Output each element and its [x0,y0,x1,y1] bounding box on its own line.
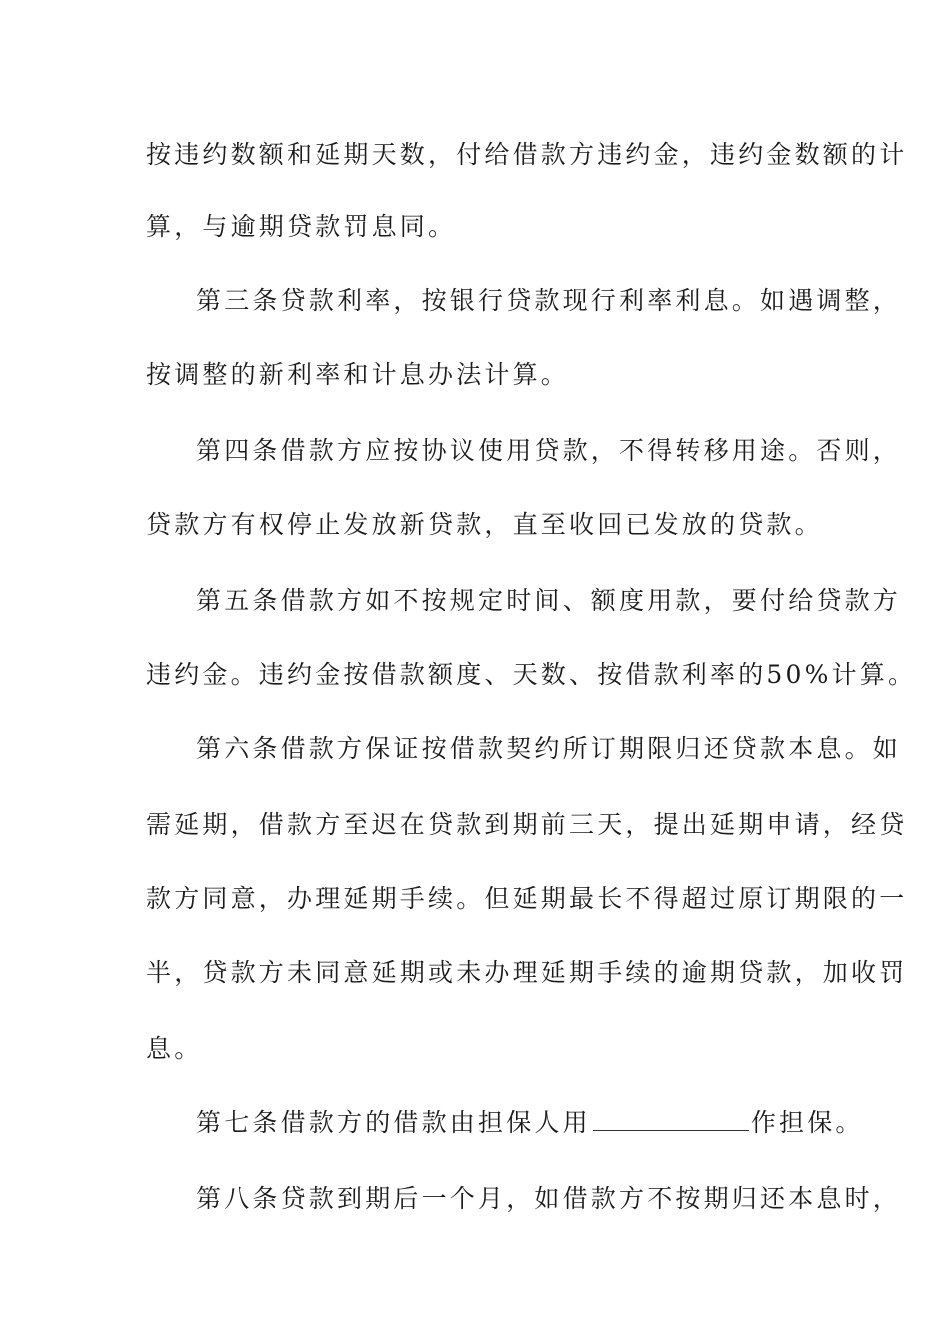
guarantor-blank-field [593,1110,749,1131]
article-6-line-1: 第六条借款方保证按借款契约所订期限归还贷款本息。如 [196,734,902,763]
article-5-line-1: 第五条借款方如不按规定时间、额度用款，要付给贷款方 [196,586,902,615]
text-line-1: 按违约数额和延期天数，付给借款方违约金，违约金数额的计 [146,140,908,169]
article-5-line-2: 违约金。违约金按借款额度、天数、按借款利率的50%计算。 [146,660,917,689]
article-6-line-5: 息。 [146,1034,203,1063]
article-3-line-1: 第三条贷款利率，按银行贷款现行利率利息。如遇调整， [196,286,902,315]
article-3-line-2: 按调整的新利率和计息办法计算。 [146,360,570,389]
article-4-line-2: 贷款方有权停止发放新贷款，直至收回已发放的贷款。 [146,510,823,539]
text-line-2: 算，与逾期贷款罚息同。 [146,212,457,241]
article-6-line-4: 半，贷款方未同意延期或未办理延期手续的逾期贷款，加收罚 [146,958,908,987]
article-8-line-1: 第八条贷款到期后一个月，如借款方不按期归还本息时， [196,1184,902,1213]
article-6-line-2: 需延期，借款方至迟在贷款到期前三天，提出延期申请，经贷 [146,810,908,839]
article-4-line-1: 第四条借款方应按协议使用贷款，不得转移用途。否则， [196,436,902,465]
article-6-line-3: 款方同意，办理延期手续。但延期最长不得超过原订期限的一 [146,884,908,913]
article-7-line [196,1108,864,1138]
article-7-text-after: 作担保。 [750,1108,864,1137]
article-7-text-before: 第七条借款方的借款由担保人用 [196,1108,591,1137]
